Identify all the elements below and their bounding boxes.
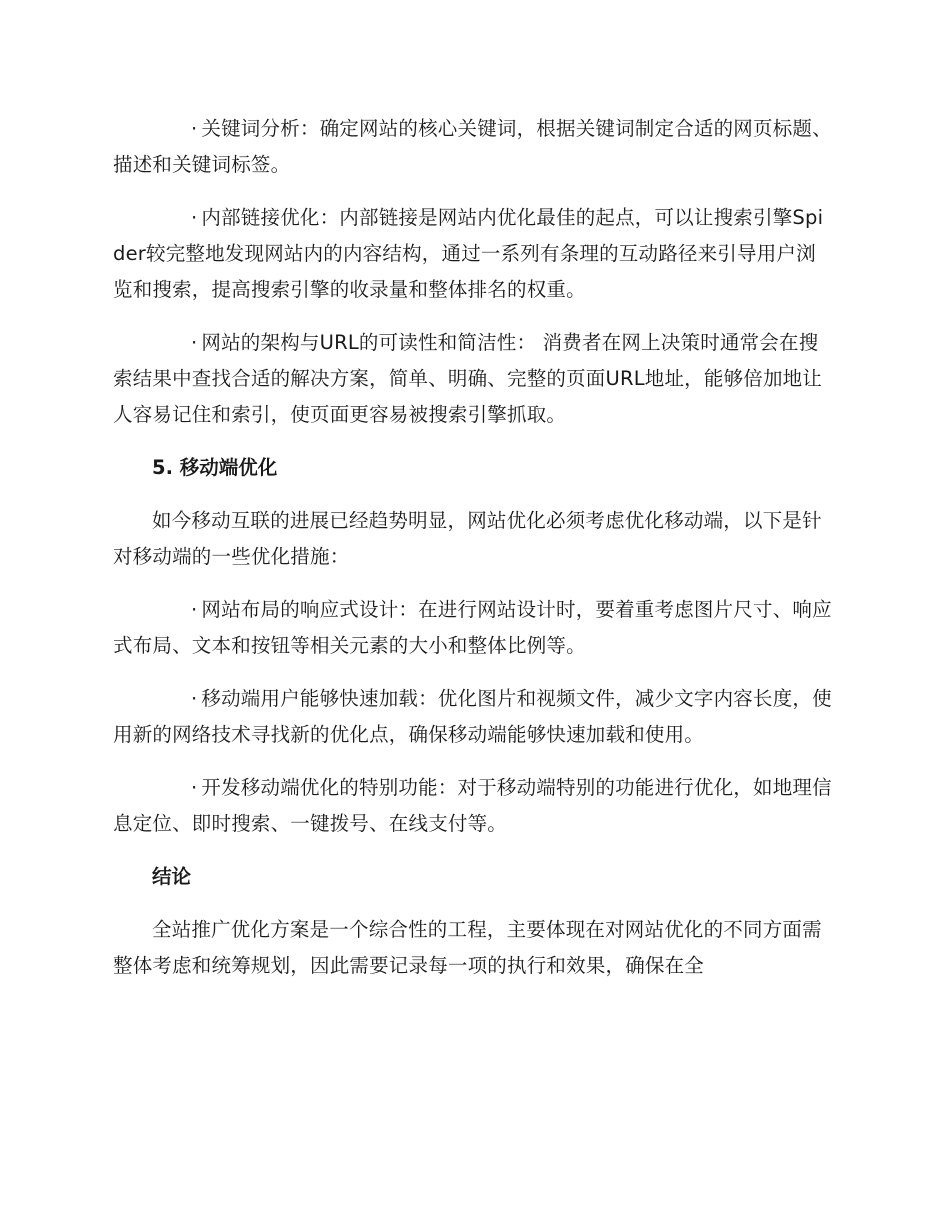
bullet-dot: ·	[191, 331, 198, 354]
bullet-fast-loading	[113, 681, 835, 753]
bullet-text: 网站的架构与URL的可读性和简洁性： 消费者在网上决策时通常会在搜索结果中查找合适的解决方案，简单、明确、完整的页面URL地址，能够倍加地让人容易记住和索引，使页面更容易被搜索引擎抓取。	[113, 331, 823, 426]
bullet-keyword-analysis	[113, 111, 835, 183]
bullet-responsive-design	[113, 592, 835, 664]
bullet-site-architecture-url	[113, 325, 835, 433]
bullet-dot: ·	[191, 117, 198, 140]
bullet-dot: ·	[191, 598, 198, 621]
bullet-dot: ·	[191, 206, 198, 229]
bullet-dot: ·	[191, 776, 198, 799]
section-heading-conclusion: 结论	[152, 865, 192, 888]
document-body	[113, 111, 835, 1001]
paragraph-mobile-intro: 如今移动互联的进展已经趋势明显，网站优化必须考虑优化移动端，以下是针对移动端的一些优化措施：	[113, 509, 822, 568]
bullet-internal-links	[113, 200, 835, 308]
bullet-text: 移动端用户能够快速加载：优化图片和视频文件，减少文字内容长度，使用新的网络技术寻找新的优化点，确保移动端能够快速加载和使用。	[113, 687, 832, 746]
section-heading-mobile: 5. 移动端优化	[152, 456, 278, 479]
bullet-text: 内部链接优化：内部链接是网站内优化最佳的起点，可以让搜索引擎Spider较完整地发现网站内的内容结构，通过一系列有条理的互动路径来引导用户浏览和搜索，提高搜索引擎的收录量和整体排名的权重。	[113, 206, 824, 301]
bullet-dot: ·	[191, 687, 198, 710]
bullet-text: 网站布局的响应式设计：在进行网站设计时，要着重考虑图片尺寸、响应式布局、文本和按钮等相关元素的大小和整体比例等。	[113, 598, 832, 657]
bullet-special-features	[113, 770, 835, 842]
paragraph-conclusion: 全站推广优化方案是一个综合性的工程，主要体现在对网站优化的不同方面需整体考虑和统筹规划，因此需要记录每一项的执行和效果，确保在全	[113, 918, 822, 977]
bullet-text: 开发移动端优化的特别功能：对于移动端特别的功能进行优化，如地理信息定位、即时搜索、一键拨号、在线支付等。	[113, 776, 832, 835]
bullet-text: 关键词分析：确定网站的核心关键词，根据关键词制定合适的网页标题、描述和关键词标签。	[113, 117, 832, 176]
